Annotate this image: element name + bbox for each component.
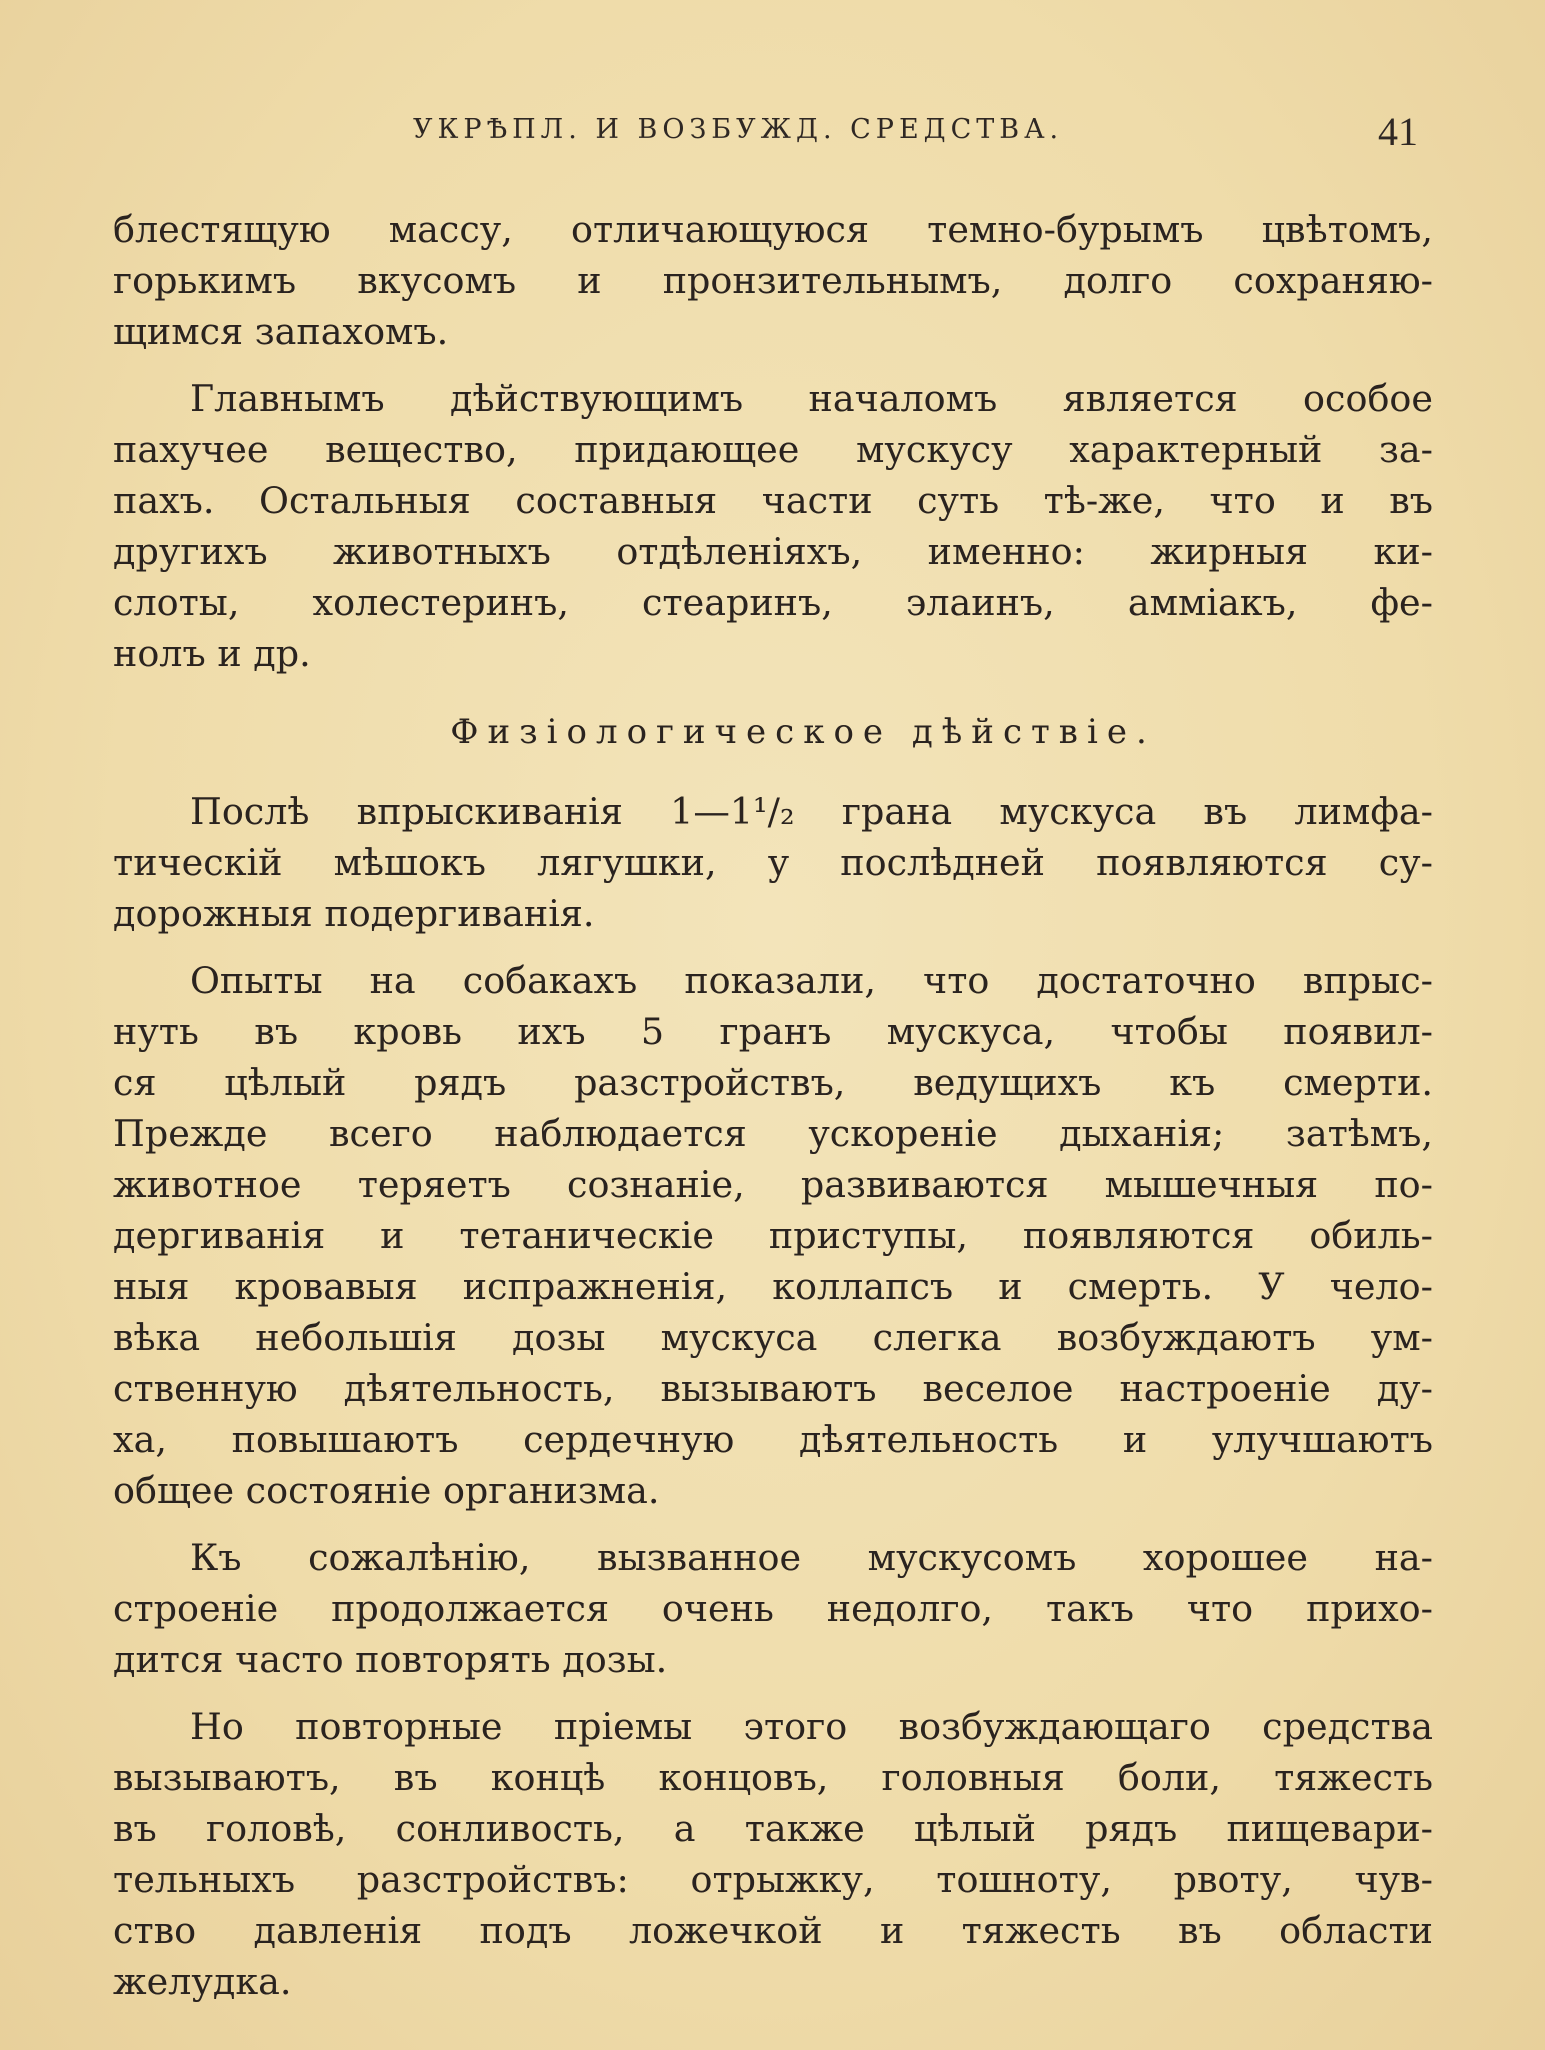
text-line: дится часто повторять дозы. [113,1638,668,1681]
text-line: нуть въ кровь ихъ 5 гранъ мускуса, чтобы появил- [113,1010,1433,1053]
page-number: 41 [1378,109,1418,154]
text-line: пахучее вещество, придающее мускусу характерный за- [113,428,1433,471]
body-text [113,204,1433,2007]
text-line: дергиванія и тетаническіе приступы, появляются обиль- [113,1214,1433,1257]
text-line: Главнымъ дѣйствующимъ началомъ является особое [190,377,1433,420]
text-line: слоты, холестеринъ, стеаринъ, элаинъ, амміакъ, фе- [113,581,1433,624]
text-line: щимся запахомъ. [113,310,449,353]
text-line: тическій мѣшокъ лягушки, у послѣдней появляются су- [113,841,1433,884]
text-line: строеніе продолжается очень недолго, такъ что прихо- [113,1587,1433,1630]
text-line: Но повторные пріемы этого возбуждающаго средства [190,1705,1433,1748]
text-line: дорожныя подергиванія. [113,892,595,935]
text-line: ся цѣлый рядъ разстройствъ, ведущихъ къ смерти. [113,1061,1433,1104]
text-line: другихъ животныхъ отдѣленіяхъ, именно: жирныя ки- [113,530,1433,573]
text-line: Къ сожалѣнію, вызванное мускусомъ хорошее на- [190,1536,1433,1579]
text-line: Прежде всего наблюдается ускореніе дыханія; затѣмъ, [113,1112,1433,1155]
text-line: ха, повышаютъ сердечную дѣятельность и улучшаютъ [113,1418,1433,1461]
text-line: въ головѣ, сонливость, а также цѣлый рядъ пищевари- [113,1807,1433,1850]
text-line: пахъ. Остальныя составныя части суть тѣ-же, что и въ [113,479,1433,522]
text-line: ство давленія подъ ложечкой и тяжесть въ области [113,1909,1433,1952]
section-heading: Физіологическое дѣйствіе. [450,712,1156,752]
text-line: блестящую массу, отличающуюся темно-бурымъ цвѣтомъ, [113,208,1433,251]
text-line: вѣка небольшія дозы мускуса слегка возбуждаютъ ум- [113,1316,1433,1359]
paragraph [113,786,1433,939]
text-line: вызываютъ, въ концѣ концовъ, головныя боли, тяжесть [113,1756,1433,1799]
text-line: нолъ и др. [113,632,311,675]
text-line: горькимъ вкусомъ и пронзительнымъ, долго сохраняю- [113,259,1433,302]
text-line: Опыты на собакахъ показали, что достаточно впрыс- [190,959,1433,1002]
text-line: желудка. [113,1960,292,2003]
text-line: ныя кровавыя испражненія, коллапсъ и смерть. У чело- [113,1265,1433,1308]
paragraph [113,1701,1433,2007]
running-header [0,108,1545,158]
text-line: Послѣ впрыскиванія 1—1¹/₂ грана мускуса въ лимфа- [190,790,1433,833]
paragraph [113,955,1433,1516]
paragraph [113,373,1433,679]
paragraph [113,204,1433,357]
running-title: УКРѢПЛ. И ВОЗБУЖД. СРЕДСТВА. [413,114,1064,145]
text-line: тельныхъ разстройствъ: отрыжку, тошноту, рвоту, чув- [113,1858,1433,1901]
text-line: общее состояніе организма. [113,1469,660,1512]
paragraph [113,1532,1433,1685]
text-line: животное теряетъ сознаніе, развиваются мышечныя по- [113,1163,1433,1206]
text-line: ственную дѣятельность, вызываютъ веселое настроеніе ду- [113,1367,1433,1410]
